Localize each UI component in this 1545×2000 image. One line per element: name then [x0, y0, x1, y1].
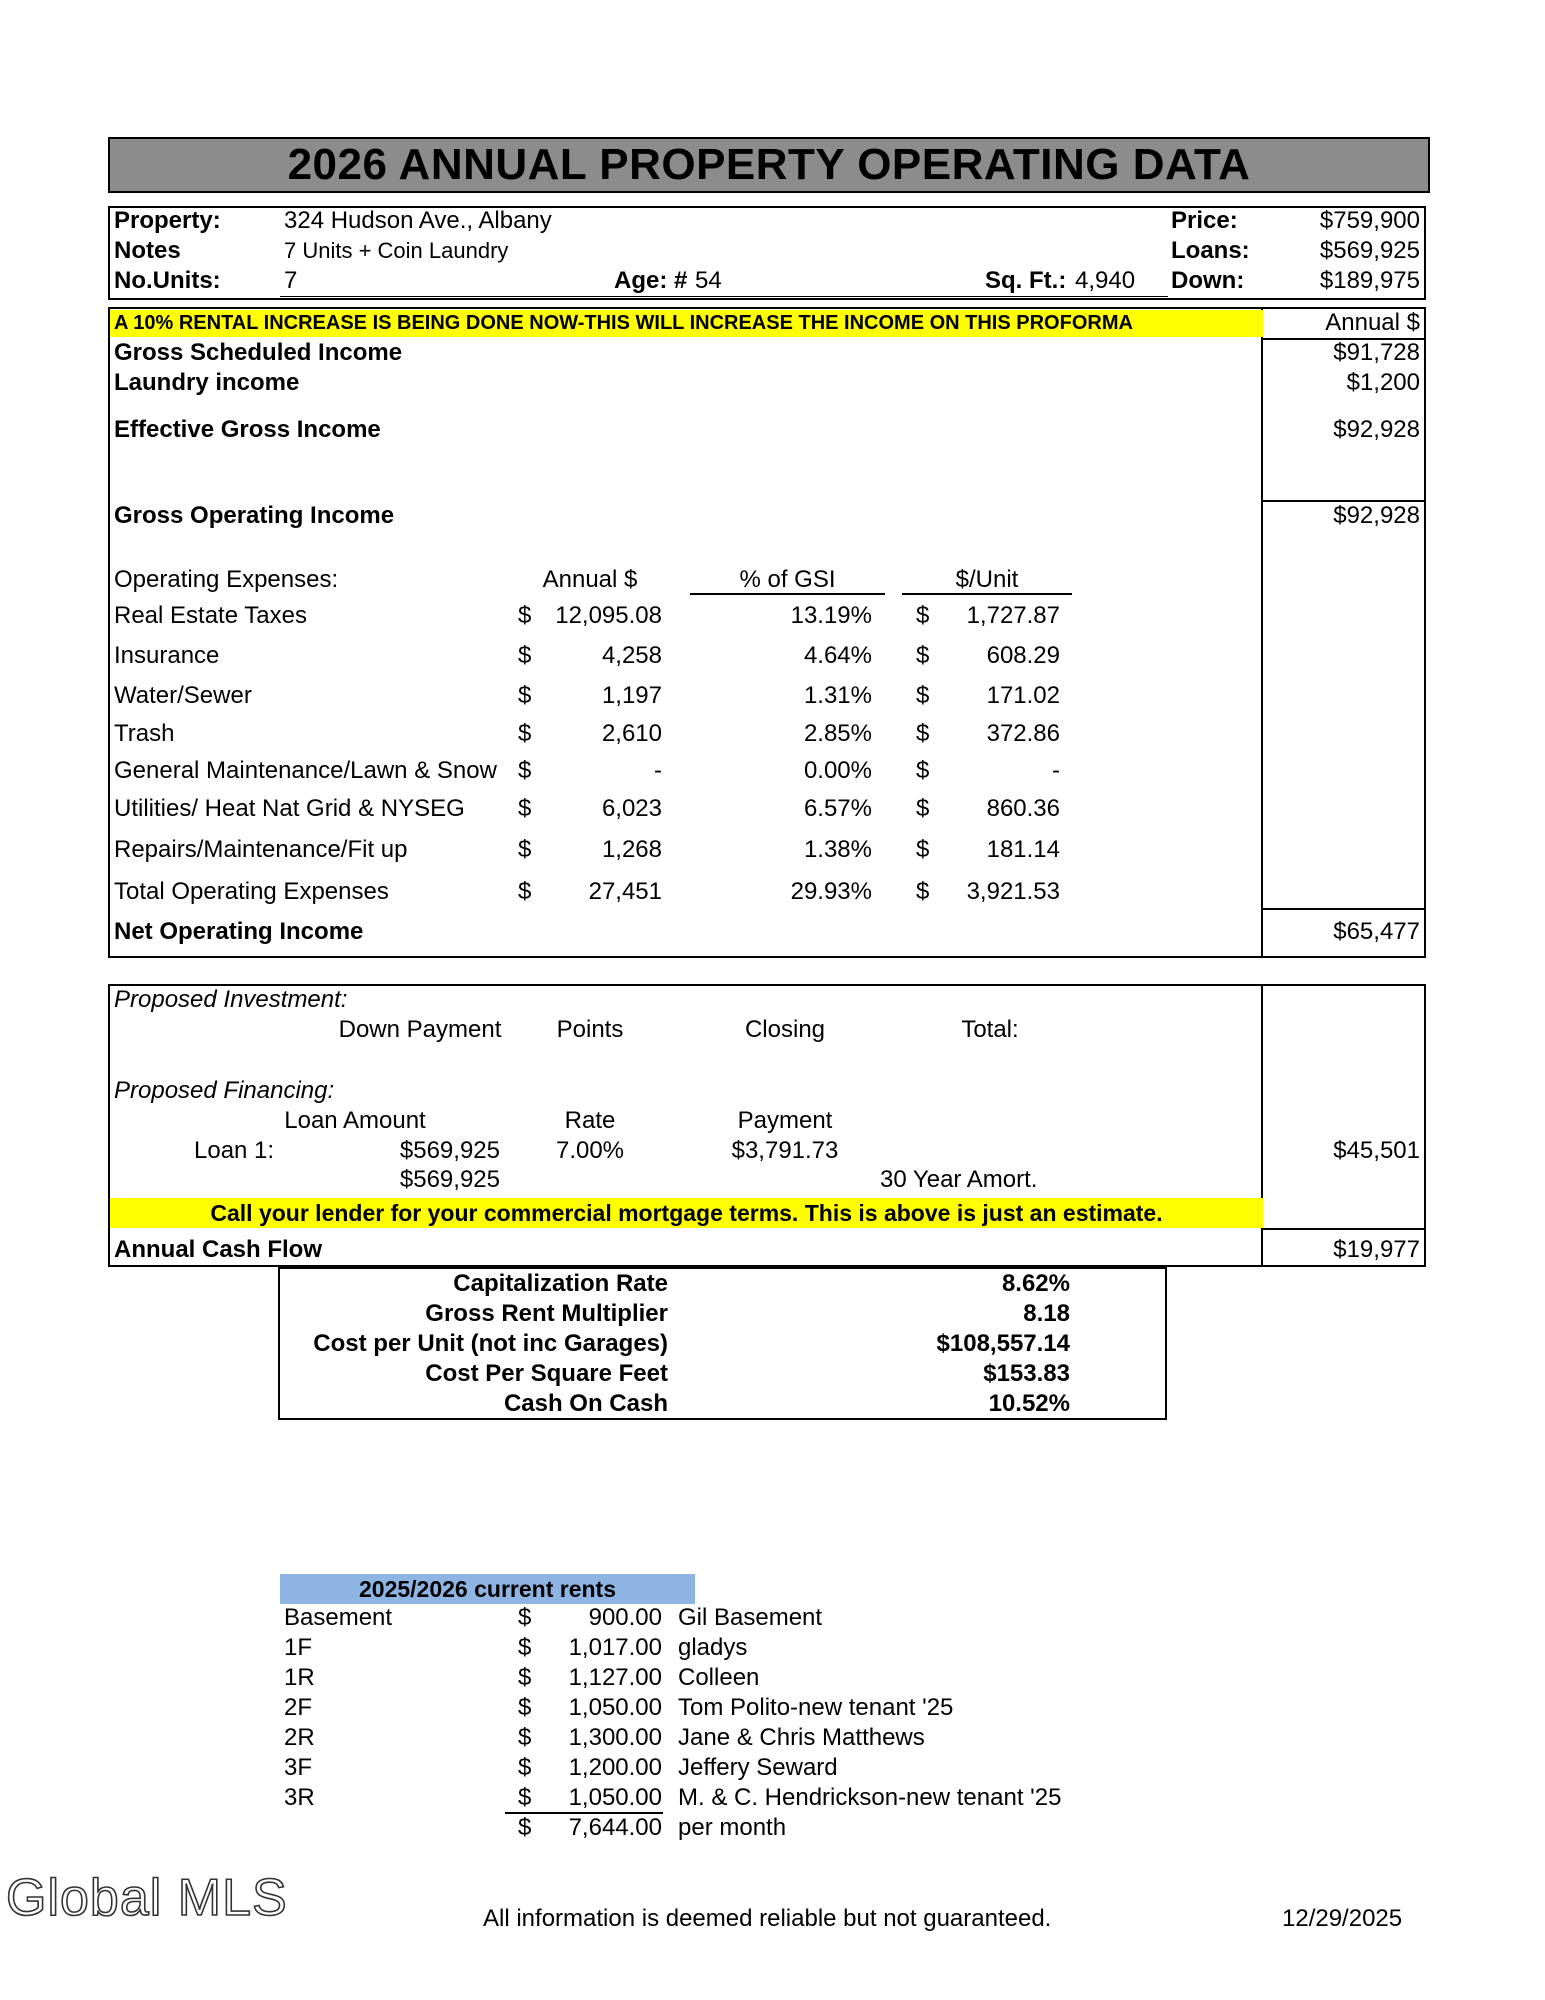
expense-annual-dollar: $	[518, 836, 532, 863]
expense-label: Trash	[114, 720, 175, 747]
expense-unit-dollar: $	[916, 878, 930, 905]
expense-label: Insurance	[114, 642, 220, 669]
rent-dollar: $	[518, 1724, 532, 1751]
sqft-value: 4,940	[1075, 267, 1136, 294]
notes-value: 7 Units + Coin Laundry	[284, 238, 509, 263]
loan1-rate: 7.00%	[555, 1137, 625, 1164]
rent-dollar: $	[518, 1784, 532, 1811]
down-value: $189,975	[1319, 267, 1420, 294]
metric-label: Cost Per Square Feet	[425, 1360, 668, 1387]
goi-value: $92,928	[1333, 502, 1420, 529]
expense-annual-value: 6,023	[601, 795, 662, 822]
expense-label: Total Operating Expenses	[114, 878, 389, 905]
units-label: No.Units:	[114, 267, 221, 294]
notes-label: Notes	[114, 237, 181, 264]
rent-amount: 1,200.00	[568, 1754, 662, 1781]
col-points: Points	[556, 1016, 624, 1043]
col-pct-underline	[690, 593, 885, 595]
expense-per-unit: 3,921.53	[966, 878, 1060, 905]
expense-label: Utilities/ Heat Nat Grid & NYSEG	[114, 795, 465, 822]
cash-flow-line	[1261, 1228, 1426, 1230]
expense-per-unit: 181.14	[986, 836, 1060, 863]
rental-increase-banner: A 10% RENTAL INCREASE IS BEING DONE NOW-THIS WILL INCREASE THE INCOME ON THIS PROFORMA	[110, 310, 1263, 337]
property-label: Property:	[114, 207, 221, 234]
expense-per-unit: 860.36	[986, 795, 1060, 822]
rents-header: 2025/2026 current rents	[280, 1574, 695, 1604]
rent-amount: 1,300.00	[568, 1724, 662, 1751]
rent-tenant: Jane & Chris Matthews	[678, 1724, 925, 1751]
expense-label: Water/Sewer	[114, 682, 252, 709]
expense-unit-dollar: $	[916, 682, 930, 709]
info-underline	[280, 296, 1168, 297]
rent-tenant: Tom Polito-new tenant '25	[678, 1694, 954, 1721]
annual-column-divider	[1261, 307, 1263, 958]
expense-annual-dollar: $	[518, 720, 532, 747]
rent-dollar: $	[518, 1604, 532, 1631]
rent-dollar: $	[518, 1664, 532, 1691]
down-label: Down:	[1171, 267, 1245, 294]
expense-unit-dollar: $	[916, 720, 930, 747]
expense-label: Real Estate Taxes	[114, 602, 307, 629]
expense-annual-dollar: $	[518, 878, 532, 905]
proposed-investment-label: Proposed Investment:	[114, 986, 348, 1013]
col-unit-underline	[902, 593, 1072, 595]
metric-label: Cash On Cash	[503, 1390, 668, 1417]
cash-flow-label: Annual Cash Flow	[114, 1236, 323, 1263]
expense-annual-value: 2,610	[601, 720, 662, 747]
expense-per-unit: 1,727.87	[966, 602, 1060, 629]
expense-unit-dollar: $	[916, 757, 930, 784]
expense-annual-value: 12,095.08	[555, 602, 662, 629]
metric-value: $153.83	[983, 1360, 1070, 1387]
annual-header: Annual $	[1325, 309, 1420, 336]
rent-amount: 900.00	[588, 1604, 662, 1631]
loans-label: Loans:	[1171, 237, 1250, 264]
expense-unit-dollar: $	[916, 642, 930, 669]
expense-per-unit: -	[1052, 757, 1060, 784]
document-date: 12/29/2025	[1282, 1905, 1403, 1932]
global-mls-logo: Global MLS	[6, 1869, 288, 1927]
metric-label: Cost per Unit (not inc Garages)	[313, 1330, 668, 1357]
rent-dollar: $	[518, 1694, 532, 1721]
expenses-header: Operating Expenses:	[114, 566, 339, 593]
col-loan-amount: Loan Amount	[284, 1107, 426, 1134]
col-payment: Payment	[737, 1107, 833, 1134]
laundry-value: $1,200	[1346, 369, 1420, 396]
expense-pct-gsi: 1.38%	[803, 836, 872, 863]
rent-tenant: Jeffery Seward	[678, 1754, 838, 1781]
rent-unit: 3F	[284, 1754, 313, 1781]
rent-unit: 1R	[284, 1664, 315, 1691]
expense-annual-value: 27,451	[588, 878, 662, 905]
sqft-label: Sq. Ft.:	[985, 267, 1067, 294]
expense-pct-gsi: 4.64%	[803, 642, 872, 669]
expense-pct-gsi: 2.85%	[803, 720, 872, 747]
expense-annual-value: -	[654, 757, 662, 784]
rent-tenant: Colleen	[678, 1664, 760, 1691]
expense-pct-gsi: 29.93%	[790, 878, 872, 905]
metric-label: Gross Rent Multiplier	[425, 1300, 668, 1327]
loan-annual-payment: $45,501	[1333, 1137, 1420, 1164]
expense-label: General Maintenance/Lawn & Snow	[114, 757, 497, 784]
metric-value: 8.62%	[1001, 1270, 1070, 1297]
rent-tenant: M. & C. Hendrickson-new tenant '25	[678, 1784, 1062, 1811]
proposed-financing-label: Proposed Financing:	[114, 1077, 335, 1104]
loans-value: $569,925	[1319, 237, 1420, 264]
units-value: 7	[284, 267, 298, 294]
expense-annual-dollar: $	[518, 757, 532, 784]
rent-dollar: $	[518, 1754, 532, 1781]
expense-unit-dollar: $	[916, 795, 930, 822]
rent-amount: 1,127.00	[568, 1664, 662, 1691]
expense-annual-value: 1,197	[601, 682, 662, 709]
noi-value: $65,477	[1333, 918, 1420, 945]
expense-label: Repairs/Maintenance/Fit up	[114, 836, 408, 863]
lender-note: Call your lender for your commercial mortgage terms. This is above is just an estimate.	[110, 1198, 1263, 1228]
rent-tenant: gladys	[678, 1634, 748, 1661]
expense-per-unit: 608.29	[986, 642, 1060, 669]
age-label: Age: #	[614, 267, 688, 294]
rents-total-note: per month	[678, 1814, 787, 1841]
col-pct-gsi: % of GSI	[739, 566, 836, 593]
rent-dollar: $	[518, 1634, 532, 1661]
rent-unit: 2R	[284, 1724, 315, 1751]
price-label: Price:	[1171, 207, 1238, 234]
disclaimer: All information is deemed reliable but not guaranteed.	[483, 1905, 1052, 1932]
expense-annual-dollar: $	[518, 682, 532, 709]
egi-value: $92,928	[1333, 416, 1420, 443]
noi-line	[1261, 908, 1426, 910]
expense-pct-gsi: 1.31%	[803, 682, 872, 709]
expense-annual-value: 4,258	[601, 642, 662, 669]
expense-annual-value: 1,268	[601, 836, 662, 863]
rent-unit: 1F	[284, 1634, 313, 1661]
metric-value: 10.52%	[988, 1390, 1070, 1417]
expense-pct-gsi: 6.57%	[803, 795, 872, 822]
rent-unit: 3R	[284, 1784, 315, 1811]
laundry-label: Laundry income	[114, 369, 300, 396]
page-title: 2026 ANNUAL PROPERTY OPERATING DATA	[108, 137, 1430, 193]
loan1-amount: $569,925	[399, 1137, 500, 1164]
metric-label: Capitalization Rate	[453, 1270, 668, 1297]
rents-total-amount: 7,644.00	[568, 1814, 662, 1841]
rent-amount: 1,050.00	[568, 1694, 662, 1721]
expense-annual-dollar: $	[518, 642, 532, 669]
expense-unit-dollar: $	[916, 836, 930, 863]
loan-total-amount: $569,925	[399, 1166, 500, 1193]
gsi-label: Gross Scheduled Income	[114, 339, 403, 366]
property-address: 324 Hudson Ave., Albany	[284, 207, 552, 234]
col-total: Total:	[961, 1016, 1019, 1043]
price-value: $759,900	[1319, 207, 1420, 234]
expense-per-unit: 372.86	[986, 720, 1060, 747]
col-closing: Closing	[744, 1016, 826, 1043]
gsi-value: $91,728	[1333, 339, 1420, 366]
metric-value: 8.18	[1023, 1300, 1070, 1327]
col-per-unit: $/Unit	[955, 566, 1019, 593]
rent-amount: 1,017.00	[568, 1634, 662, 1661]
expense-pct-gsi: 13.19%	[790, 602, 872, 629]
metric-value: $108,557.14	[936, 1330, 1070, 1357]
loan1-payment: $3,791.73	[731, 1137, 839, 1164]
goi-label: Gross Operating Income	[114, 502, 395, 529]
noi-label: Net Operating Income	[114, 918, 364, 945]
expense-pct-gsi: 0.00%	[803, 757, 872, 784]
rents-total-dollar: $	[518, 1814, 532, 1841]
col-annual: Annual $	[542, 566, 638, 593]
rent-unit: Basement	[284, 1604, 393, 1631]
rent-unit: 2F	[284, 1694, 313, 1721]
expense-annual-dollar: $	[518, 602, 532, 629]
amortization-term: 30 Year Amort.	[880, 1166, 1038, 1193]
expense-per-unit: 171.02	[986, 682, 1060, 709]
loan1-label: Loan 1:	[194, 1137, 275, 1164]
col-rate: Rate	[564, 1107, 616, 1134]
expense-unit-dollar: $	[916, 602, 930, 629]
rent-tenant: Gil Basement	[678, 1604, 823, 1631]
egi-label: Effective Gross Income	[114, 416, 381, 443]
age-value: 54	[695, 267, 722, 294]
expense-annual-dollar: $	[518, 795, 532, 822]
cash-flow-value: $19,977	[1333, 1236, 1420, 1263]
col-down-payment: Down Payment	[338, 1016, 502, 1043]
rent-amount: 1,050.00	[568, 1784, 662, 1811]
